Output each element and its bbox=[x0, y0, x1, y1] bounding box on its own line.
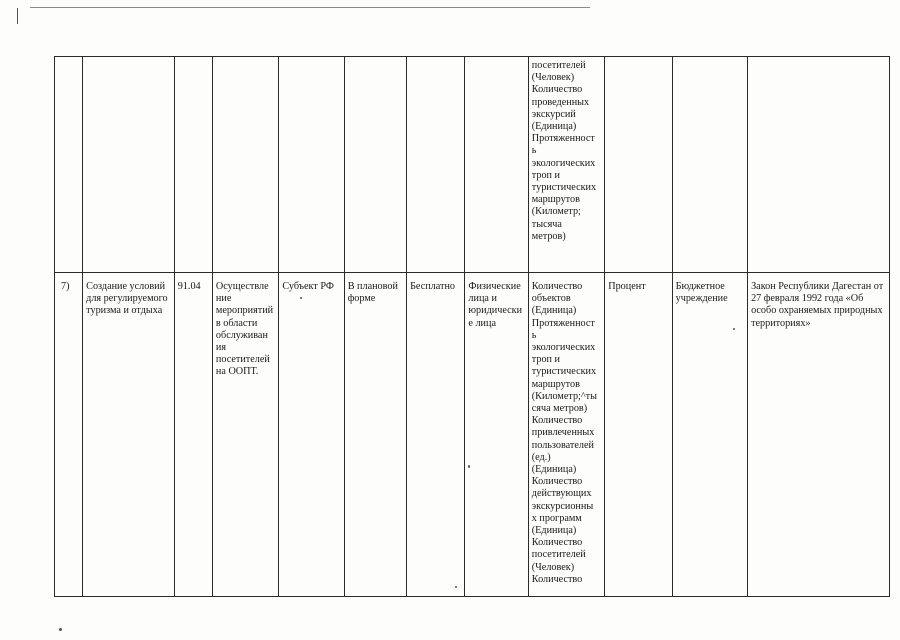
margin-mark bbox=[17, 8, 18, 24]
row-number: 7) bbox=[55, 273, 83, 597]
cell-empty bbox=[83, 57, 175, 273]
indicator-line: экологических bbox=[531, 157, 596, 169]
cell-content: Осуществле ние мероприятий в области обслуживан ия посетителей на ООПТ. bbox=[212, 273, 278, 597]
indicator-line: Протяженност bbox=[531, 133, 595, 145]
indicator-line: метров) bbox=[531, 230, 566, 242]
cell-empty bbox=[174, 57, 212, 273]
scan-speck bbox=[468, 465, 470, 468]
cell-form: В плановой форме bbox=[344, 273, 406, 597]
indicator-line: (Километр; bbox=[531, 206, 581, 218]
indicator-line: проведенных bbox=[531, 96, 590, 108]
indicator-line: (Единица) bbox=[531, 121, 577, 133]
indicator-line: действующих bbox=[531, 488, 592, 500]
indicator-line: (Человек) bbox=[531, 72, 575, 84]
cell-empty bbox=[407, 57, 465, 273]
indicator-line: посетителей bbox=[531, 549, 586, 561]
indicator-line: посетителей bbox=[531, 60, 586, 71]
indicator-line: Количество bbox=[531, 415, 583, 427]
indicator-line: х программ bbox=[531, 512, 582, 524]
indicator-line: Количество bbox=[531, 84, 583, 96]
cell-empty bbox=[605, 57, 672, 273]
indicator-line: троп и bbox=[531, 354, 560, 366]
indicator-line: тысяча bbox=[531, 218, 562, 230]
indicator-line: (Единица) bbox=[531, 525, 577, 537]
page-top-rule bbox=[30, 7, 590, 8]
indicator-line: маршрутов bbox=[531, 378, 580, 390]
indicator-line: привлеченных bbox=[531, 427, 595, 439]
cell-indicators bbox=[528, 273, 604, 597]
indicator-line: туристических bbox=[531, 366, 597, 378]
indicator-line: пользователей bbox=[531, 439, 594, 451]
cell-empty bbox=[465, 57, 528, 273]
cell-law: Закон Республики Дагестан от 27 февраля 1992 года «Об особо охраняемых природных территориях» bbox=[748, 273, 890, 597]
indicator-line: ь bbox=[531, 145, 537, 157]
cell-empty bbox=[55, 57, 83, 273]
table-row-continuation bbox=[55, 57, 890, 273]
indicator-line: экскурсионны bbox=[531, 500, 594, 512]
indicator-line: (ед.) bbox=[531, 451, 551, 463]
scan-speck bbox=[300, 297, 302, 299]
indicator-line: сяча метров) bbox=[531, 403, 588, 415]
services-table bbox=[54, 56, 890, 597]
scan-speck bbox=[59, 628, 62, 631]
indicator-line: маршрутов bbox=[531, 194, 580, 206]
cell-empty bbox=[344, 57, 406, 273]
indicator-line: Количество bbox=[531, 537, 583, 549]
cell-payment: Бесплатно bbox=[407, 273, 465, 597]
cell-empty bbox=[748, 57, 890, 273]
cell-indicators-continued bbox=[528, 57, 604, 273]
cell-empty bbox=[279, 57, 344, 273]
indicator-line: троп и bbox=[531, 169, 560, 181]
cell-empty bbox=[212, 57, 278, 273]
indicator-line: (Километр;^ты bbox=[531, 390, 597, 402]
indicator-line: Протяженност bbox=[531, 317, 595, 329]
indicator-line: ь bbox=[531, 329, 537, 341]
indicator-line: объектов bbox=[531, 293, 571, 305]
indicator-line: (Единица) bbox=[531, 305, 577, 317]
cell-level: Субъект РФ bbox=[279, 273, 344, 597]
scan-speck bbox=[733, 328, 735, 330]
scan-speck bbox=[455, 586, 457, 588]
indicator-line: экологических bbox=[531, 342, 596, 354]
indicator-line: экскурсий bbox=[531, 108, 576, 120]
cell-code: 91.04 bbox=[174, 273, 212, 597]
indicator-line: (Единица) bbox=[531, 464, 577, 476]
cell-unit: Процент bbox=[605, 273, 672, 597]
indicator-line: (Человек) bbox=[531, 561, 575, 573]
cell-empty bbox=[672, 57, 747, 273]
cell-institution: Бюджетное учреждение bbox=[672, 273, 747, 597]
indicator-line: Количество bbox=[531, 573, 583, 585]
cell-consumers: Физические лица и юридически е лица bbox=[465, 273, 528, 597]
cell-service-name: Создание условий для регулируемого туризма и отдыха bbox=[83, 273, 175, 597]
indicator-line: туристических bbox=[531, 182, 597, 194]
indicator-line: Количество bbox=[531, 281, 583, 292]
table-row-7 bbox=[55, 273, 890, 597]
indicator-line: Количество bbox=[531, 476, 583, 488]
